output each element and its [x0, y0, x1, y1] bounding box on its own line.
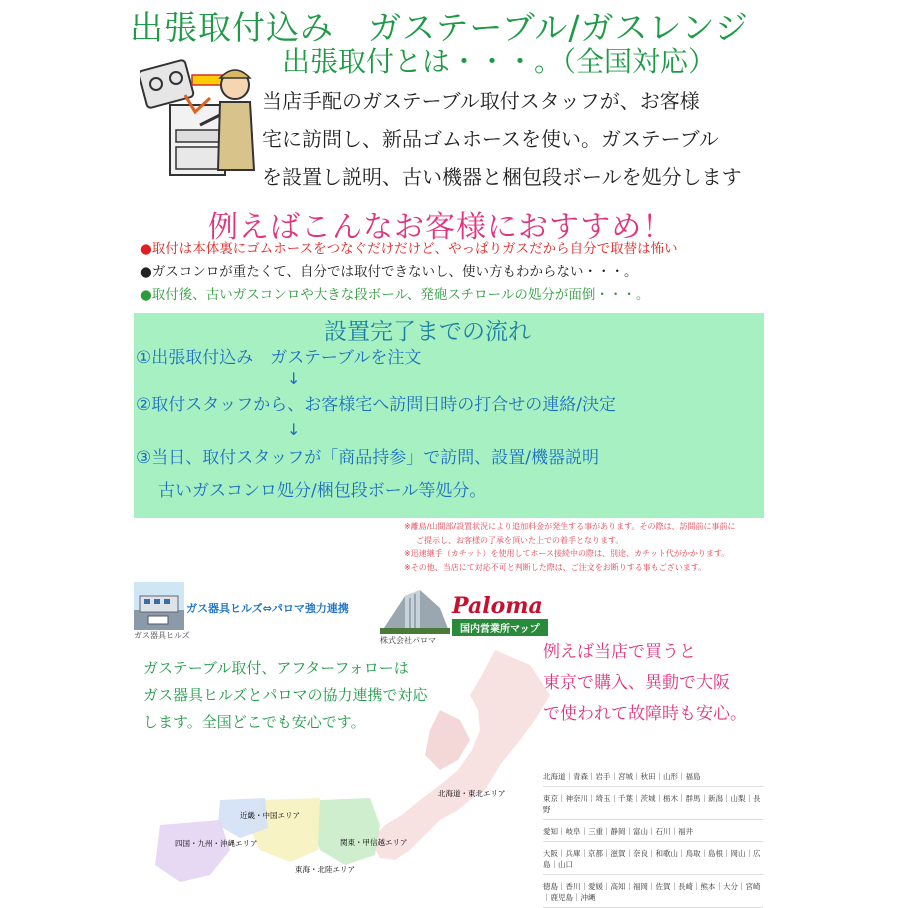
worker-body-shape: [218, 102, 254, 170]
hills-caption: ガス器具ヒルズ: [134, 631, 190, 640]
notes-block: [404, 520, 735, 574]
page-subtitle: 出張取付とは・・・。（全国対応）: [282, 45, 717, 78]
intro-text: [262, 82, 782, 196]
paloma-building-image: [380, 588, 450, 634]
recommend-item: ●取付は本体裏にゴムホースをつなぐだけだけど、やっぱりガスだから自分で取替は怖い: [140, 241, 678, 257]
paloma-company-name: 株式会社パロマ: [380, 636, 436, 645]
map-label-shikoku: 四国・九州・沖縄エリア: [175, 839, 258, 848]
down-arrow-icon: ↓: [287, 369, 301, 388]
kyushu-region-shape: [155, 820, 230, 882]
recommend-heading: 例えばこんなお客様におすすめ！: [208, 210, 674, 245]
followup-line: します。全国どこでも安心です。: [143, 713, 366, 731]
gas-stove-shape: [140, 59, 194, 108]
intro-line: を設置し説明、古い機器と梱包段ボールを処分します: [262, 165, 742, 189]
paloma-logo: Paloma: [452, 593, 543, 619]
example-line: 東京で購入、異動で大阪: [543, 673, 730, 693]
region-row: 北海道｜青森｜岩手｜宮城｜秋田｜山形｜福島: [543, 765, 763, 787]
hills-building-photo: [134, 582, 184, 630]
flow-step-3-detail: 古いガスコンロ処分/梱包段ボール等処分。: [158, 481, 487, 501]
example-line: で使われて故障時も安心。: [543, 704, 747, 724]
kanto-region-shape: [310, 798, 380, 865]
down-arrow-icon: ↓: [287, 420, 301, 439]
flow-panel: [134, 313, 764, 518]
map-label-kinki: 近畿・中国エリア: [240, 811, 300, 820]
intro-line: 当店手配のガステーブル取付スタッフが、お客様: [262, 89, 700, 113]
intro-line: 宅に訪問し、新品ゴムホースを使い。ガステーブル: [262, 127, 719, 151]
flow-title: 設置完了までの流れ: [324, 319, 531, 345]
note-line: ※離島/山間部/設置状況により追加料金が発生する事があります。その際は、訪問前に事前に: [404, 522, 736, 531]
installer-illustration: [140, 50, 260, 185]
region-row: 徳島｜香川｜愛媛｜高知｜福岡｜佐賀｜長崎｜熊本｜大分｜宮崎｜鹿児島｜沖縄: [543, 875, 763, 908]
recommend-item: ●取付後、古いガスコンロや大きな段ボール、発砲スチロールの処分が面倒・・・。: [140, 287, 650, 303]
flow-step-1: ①出張取付込み ガステーブルを注文: [136, 348, 422, 368]
region-row: 愛知｜岐阜｜三重｜静岡｜富山｜石川｜福井: [543, 820, 763, 842]
followup-line: ガステーブル取付、アフターフォローは: [143, 659, 409, 677]
example-text: [543, 637, 747, 730]
page-title: 出張取付込み ガステーブル/ガスレンジ: [130, 8, 749, 47]
flow-step-3: ③当日、取付スタッフが「商品持参」で訪問、設置/機器説明: [136, 448, 599, 468]
partnership-headline: ガス器具ヒルズ⇔パロマ強力連携: [186, 602, 349, 615]
map-label-hokkaido: 北海道・東北エリア: [438, 789, 506, 798]
map-label-kanto: 関東・甲信越エリア: [340, 838, 408, 847]
recommend-list: [140, 238, 678, 307]
region-row: 大阪｜兵庫｜京都｜滋賀｜奈良｜和歌山｜鳥取｜島根｜岡山｜広島｜山口: [543, 842, 763, 875]
paloma-map-label: 国内営業所マップ: [452, 619, 548, 636]
note-line: ※迅速継手（カチット）を使用してホース接続中の際は、別途、カチット代がかかります。: [404, 549, 730, 558]
flow-step-2: ②取付スタッフから、お客様宅へ訪問日時の打合せの連絡/決定: [136, 395, 616, 415]
recommend-item: ●ガスコンロが重たくて、自分では取付できないし、使い方もわからない・・・。: [140, 264, 638, 280]
region-list: [543, 765, 763, 908]
note-line: ※その他、当店にて対応不可と判断した際は、ご注文をお断りする事もございます。: [404, 562, 707, 572]
note-line: ご提示し、お客様の了承を頂いた上での着手となります。: [416, 535, 624, 545]
region-row: 東京｜神奈川｜埼玉｜千葉｜茨城｜栃木｜群馬｜新潟｜山梨｜長野: [543, 787, 763, 820]
map-label-tokai: 東海・北陸エリア: [295, 865, 355, 874]
example-line: 例えば当店で買うと: [543, 642, 696, 662]
followup-line: ガス器具ヒルズとパロマの協力連携で対応: [143, 686, 428, 704]
japan-map: [140, 650, 560, 900]
